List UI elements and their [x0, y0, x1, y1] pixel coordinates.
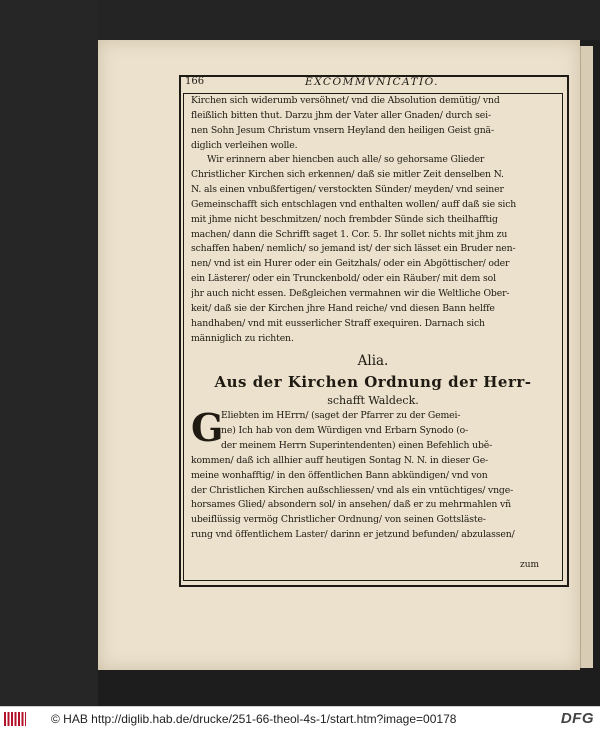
text-line: ubeiflüssig vermög Christlicher Ordnung/ von seinen Gottsläste-	[191, 514, 486, 526]
text-line: nen Sohn Jesum Christum vnsern Heyland den heiligen Geist gnä-	[191, 124, 494, 136]
text-line: jhr auch nicht essen. Deßgleichen vermahnen wir die Weltliche Ober-	[191, 287, 510, 299]
scan-left-margin	[0, 0, 98, 706]
dfg-logo: DFG	[560, 710, 594, 727]
text-line: der meinem Herrn Superintendenten) einen Befehlich ubě-	[221, 440, 493, 452]
paragraph-1	[191, 94, 555, 153]
text-line: Kirchen sich widerumb versöhnet/ vnd die Absolution demütig/ vnd	[191, 95, 500, 106]
text-line: handhaben/ vnd mit eusserlicher Straff exequiren. Darnach sich	[191, 317, 485, 329]
text-line: ne) Ich hab von dem Würdigen vnd Erbarn Synodo (o-	[221, 425, 469, 437]
text-line: schaffen haben/ nemlich/ so jemand ist/ der sich lässet ein Bruder nen-	[191, 243, 516, 255]
text-line: Gemeinschafft sich entschlagen vnd enthalten wollen/ auff daß sie sich	[191, 198, 517, 210]
text-line: kommen/ daß ich allhier auff heutigen Sontag N. N. in dieser Ge-	[191, 454, 489, 466]
text-block	[191, 94, 555, 543]
section-subheading: schafft Waldeck.	[327, 394, 419, 408]
paragraph-3	[191, 405, 555, 543]
running-head	[183, 76, 561, 92]
text-line: machen/ dann die Schrifft saget 1. Cor. 5. Ihr sollet nichts mit jhm zu	[191, 228, 508, 240]
catchword: zum	[520, 560, 540, 570]
text-line: keit/ daß sie der Kirchen jhre Hand reiche/ vnd diesen Bann helffe	[191, 302, 495, 314]
text-line: meine wonhafftig/ in den öffentlichen Bann abkündigen/ vnd von	[191, 469, 488, 481]
text-line: männiglich zu richten.	[191, 332, 294, 344]
text-line: fleißlich bitten thut. Darzu jhm der Vater aller Gnaden/ durch sei-	[191, 109, 491, 121]
running-title: EXCOMMVNICATIO.	[304, 76, 440, 88]
text-line: N. als einen vnbußfertigen/ verstockten Sünder/ meyden/ vnd seiner	[191, 184, 504, 196]
paragraph-2	[191, 153, 555, 346]
text-line: horsames Glied/ absondern sol/ in ansehen/ daß er zu mehrmahlen vñ	[191, 499, 511, 511]
section-label-alia: Alia.	[357, 353, 389, 370]
text-line: Wir erinnern aber hiencben auch alle/ so gehorsame Glieder	[207, 154, 485, 166]
text-line: Eliebten im HErrn/ (saget der Pfarrer zu der Gemei-	[221, 410, 461, 422]
text-line: diglich verleihen wolle.	[191, 139, 298, 151]
text-line: mit jhme nicht beschmitzen/ noch frembder Sünde sich theilhafftig	[191, 213, 498, 225]
drop-cap: G	[191, 405, 224, 451]
text-line: Christlicher Kirchen sich erkennen/ daß sie mitler Zeit denselben N.	[191, 169, 504, 181]
page-number: 166	[185, 76, 205, 87]
text-line: nen/ vnd ist ein Hurer oder ein Geitzhals/ oder ein Abgöttischer/ oder	[191, 258, 510, 270]
viewer-footer	[0, 706, 600, 731]
hab-logo-icon	[4, 712, 26, 726]
text-line: ein Lästerer/ oder ein Trunckenbold/ oder ein Räuber/ mit dem sol	[191, 273, 496, 285]
scan-top-margin	[98, 0, 600, 40]
page-edge	[580, 46, 593, 668]
source-link[interactable]: © HAB http://diglib.hab.de/drucke/251-66-theol-4s-1/start.htm?image=00178	[51, 712, 457, 726]
text-line: der Christlichen Kirchen außschliessen/ vnd als ein vntüchtiges/ vnge-	[191, 484, 514, 496]
text-line: rung vnd öffentlichem Laster/ darinn er jetzund befunden/ abzulassen/	[191, 529, 515, 541]
section-heading: Aus der Kirchen Ordnung der Herr-	[214, 373, 532, 392]
